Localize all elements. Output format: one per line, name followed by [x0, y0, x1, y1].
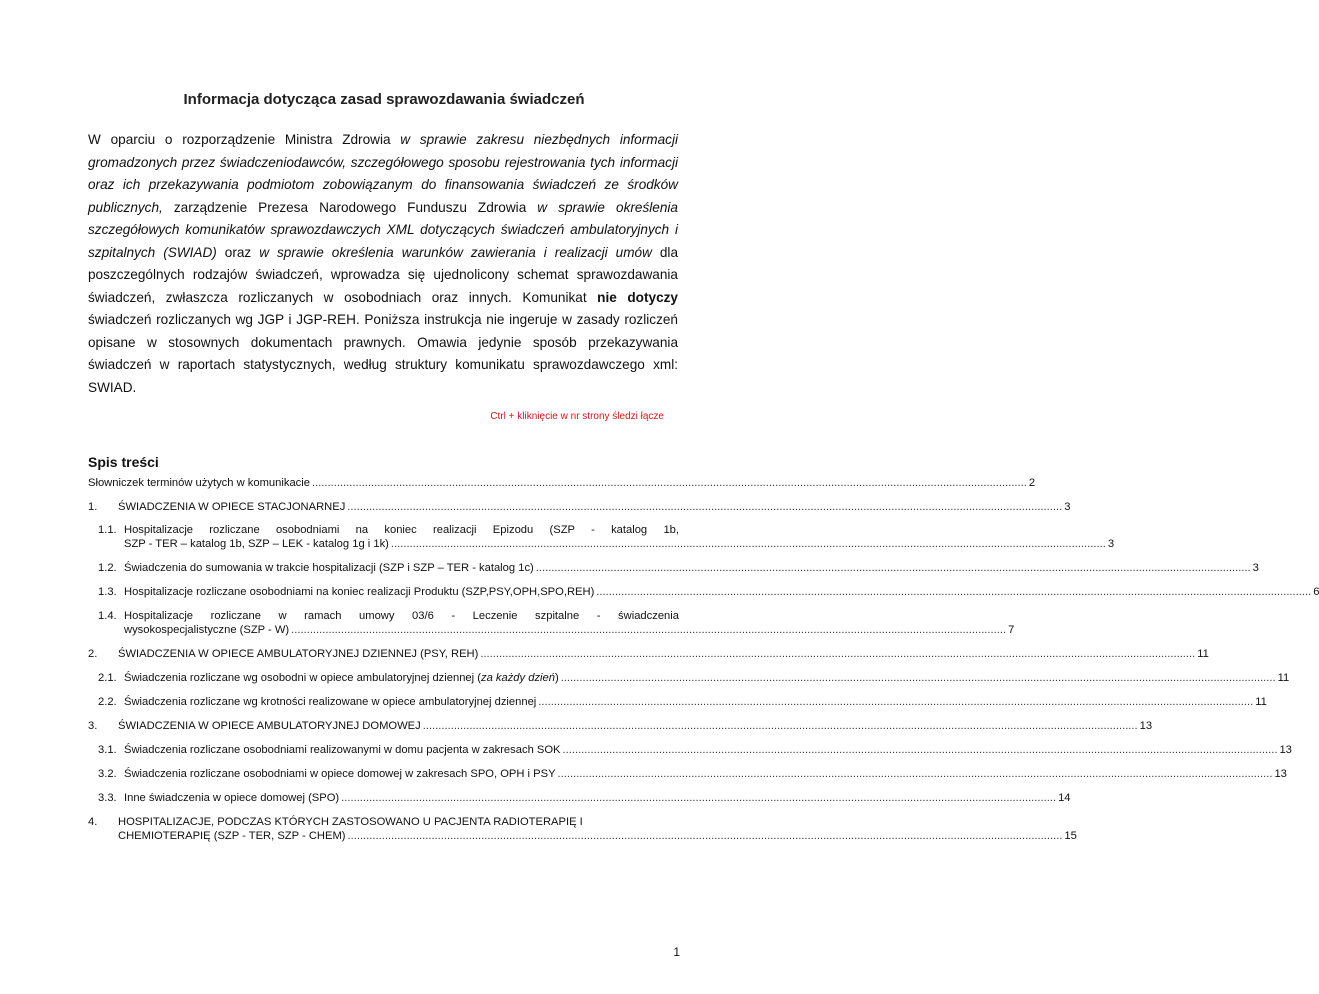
toc-entry-text: Słowniczek terminów użytych w komunikacie: [88, 477, 310, 489]
intro-bold-1: nie dotyczy: [597, 289, 678, 305]
toc-leader-dots: [534, 561, 1253, 575]
toc-leader-dots: [345, 500, 1064, 514]
toc-leader-dots: [289, 623, 1008, 637]
toc-entry-number: 1.2.: [98, 562, 117, 574]
toc-page-link[interactable]: 15: [1064, 830, 1077, 842]
toc-leader-dots: [389, 537, 1108, 551]
toc-entry-1-3[interactable]: [88, 585, 1319, 599]
toc-entry-number: 2.1.: [98, 672, 117, 684]
toc-entry-number: 1.4.: [98, 610, 117, 622]
intro-text-3: oraz: [216, 244, 260, 260]
toc-leader-dots: [310, 476, 1029, 490]
toc-leader-dots: [346, 829, 1065, 843]
toc-entry-3[interactable]: [88, 719, 1153, 733]
toc-entry-text-main: Świadczenia rozliczane wg osobodni w opiece ambulatoryjnej dziennej (: [124, 672, 481, 684]
intro-text-4: dla poszczególnych rodzajów świadczeń, wprowadza się ujednolicony schemat sprawozdawania świadczeń, zwłaszcza rozliczanych w osobodniach oraz innych. Komunikat: [88, 244, 679, 305]
intro-paragraph: [88, 129, 678, 399]
page-number: 1: [673, 945, 680, 959]
toc-entry-2[interactable]: [88, 647, 1209, 661]
toc-entry-number: 3.1.: [98, 744, 117, 756]
toc-leader-dots: [478, 647, 1197, 661]
toc-entry-number: 2.: [88, 648, 98, 660]
toc-entry-1[interactable]: [88, 500, 1071, 514]
document-title: Informacja dotycząca zasad sprawozdawania świadczeń: [183, 91, 585, 108]
toc-entry-1-1[interactable]: [88, 523, 1115, 551]
toc-leader-dots: [339, 791, 1058, 805]
intro-italic-3: w sprawie określenia warunków zawierania i realizacji umów: [259, 244, 652, 260]
toc-entry-text: ŚWIADCZENIA W OPIECE AMBULATORYJNEJ DOMOWEJ: [118, 720, 421, 732]
toc-entry-text: Hospitalizacje rozliczane osobodniami na koniec realizacji Epizodu (SZP - katalog 1b,: [124, 524, 679, 536]
toc-entry-number: 3.3.: [98, 792, 117, 804]
toc-entry-text: Hospitalizacje rozliczane osobodniami na koniec realizacji Produktu (SZP,PSY,OPH,SPO,REH): [124, 586, 595, 598]
toc-leader-dots: [536, 695, 1255, 709]
toc-leader-dots: [594, 585, 1313, 599]
toc-leader-dots: [561, 743, 1280, 757]
toc-page-link[interactable]: 11: [1197, 648, 1209, 660]
toc-entry-number: 3.: [88, 720, 98, 732]
toc-entry-text: Świadczenia rozliczane osobodniami w opiece domowej w zakresach SPO, OPH i PSY: [124, 768, 556, 780]
toc-entry-3-3[interactable]: [88, 791, 1071, 805]
toc-entry-text: Hospitalizacje rozliczane w ramach umowy 03/6 - Leczenie szpitalne - świadczenia: [124, 610, 679, 622]
toc-entry-3-1[interactable]: [88, 743, 1292, 757]
toc-page-link[interactable]: 13: [1279, 744, 1292, 756]
link-hint: Ctrl + kliknięcie w nr strony śledzi łącze: [490, 411, 664, 422]
intro-italic-2: w sprawie określenia szczegółowych komunikatów sprawozdawczych XML dotyczących świadczeń ambulatoryjnych i szpitalnych (SWIAD): [88, 199, 678, 260]
toc-leader-dots: [556, 767, 1275, 781]
toc-page-link[interactable]: 13: [1274, 768, 1287, 780]
toc-page-link[interactable]: 11: [1277, 672, 1290, 684]
toc-page-link[interactable]: 14: [1058, 792, 1071, 804]
toc-entry-number: 2.2.: [98, 696, 117, 708]
toc-page-link[interactable]: 2: [1028, 477, 1036, 489]
toc-entry-text: Inne świadczenia w opiece domowej (SPO): [124, 792, 340, 804]
toc-entry-2-2[interactable]: [88, 695, 1267, 709]
toc-page-link[interactable]: 7: [1008, 624, 1015, 636]
toc-leader-dots: [559, 671, 1278, 685]
toc-entry-1-2[interactable]: [88, 561, 1259, 575]
toc-entry-3-2[interactable]: [88, 767, 1287, 781]
toc-entry-number: 4.: [88, 816, 98, 828]
toc-entry-text: Świadczenia rozliczane osobodniami realizowanymi w domu pacjenta w zakresach SOK: [124, 744, 561, 756]
toc-entry-number: 1.3.: [98, 586, 117, 598]
toc-page-link[interactable]: 6: [1313, 586, 1319, 598]
intro-text-5: świadczeń rozliczanych wg JGP i JGP-REH. Poniższa instrukcja nie ingeruje w zasady rozliczeń opisane w stosownych dokumentach prawnych. Omawia jedynie sposób przekazywania świadczeń w raportach statystycznych, według struktury komunikatu sprawozdawczego xml: SWIAD.: [88, 312, 678, 395]
toc-entry-text-end: ): [554, 672, 559, 684]
toc-page-link[interactable]: 3: [1252, 562, 1259, 574]
toc-entry-4[interactable]: [88, 815, 1077, 843]
toc-entry-text: HOSPITALIZACJE, PODCZAS KTÓRYCH ZASTOSOWANO U PACJENTA RADIOTERAPIĘ I: [118, 816, 583, 828]
toc-heading: Spis treści: [88, 454, 159, 470]
toc-entry-glossary[interactable]: [88, 476, 1036, 490]
intro-italic-1: w sprawie zakresu niezbędnych informacji gromadzonych przez świadczeniodawców, szczegółowego sposobu rejestrowania tych informacji oraz ich przekazywania podmiotom zobowiązanym do finansowania świadczeń ze środków publicznych,: [88, 132, 678, 215]
toc-entry-text: ŚWIADCZENIA W OPIECE AMBULATORYJNEJ DZIENNEJ (PSY, REH): [118, 648, 479, 660]
toc-page-link[interactable]: 3: [1064, 501, 1071, 513]
toc-page-link[interactable]: 11: [1255, 696, 1267, 708]
toc-entry-text: Świadczenia do sumowania w trakcie hospitalizacji (SZP i SZP – TER - katalog 1c): [124, 562, 534, 574]
toc-entry-2-1[interactable]: [88, 671, 1290, 685]
toc-entry-number: 3.2.: [98, 768, 117, 780]
toc-entry-1-4[interactable]: [88, 609, 1015, 637]
toc-entry-text: Świadczenia rozliczane wg krotności realizowane w opiece ambulatoryjnej dziennej: [124, 696, 537, 708]
toc-entry-text: ŚWIADCZENIA W OPIECE STACJONARNEJ: [118, 501, 346, 513]
toc-entry-number: 1.: [88, 501, 98, 513]
toc-entry-number: 1.1.: [98, 524, 117, 536]
toc-entry-text-cont: wysokospecjalistyczne (SZP - W): [124, 624, 290, 636]
toc-entry-text-cont: CHEMIOTERAPIĘ (SZP - TER, SZP - CHEM): [118, 830, 346, 842]
toc-entry-text-cont: SZP - TER – katalog 1b, SZP – LEK - katalog 1g i 1k): [124, 538, 389, 550]
intro-text-1: W oparciu o rozporządzenie Ministra Zdrowia: [88, 132, 401, 147]
toc-entry-text: [124, 671, 559, 685]
toc-entry-text-italic: za każdy dzień: [480, 672, 555, 684]
intro-text-2: zarządzenie Prezesa Narodowego Funduszu Zdrowia: [162, 199, 538, 215]
toc-page-link[interactable]: 3: [1107, 538, 1115, 550]
toc-leader-dots: [421, 719, 1140, 733]
toc-page-link[interactable]: 13: [1139, 720, 1153, 732]
